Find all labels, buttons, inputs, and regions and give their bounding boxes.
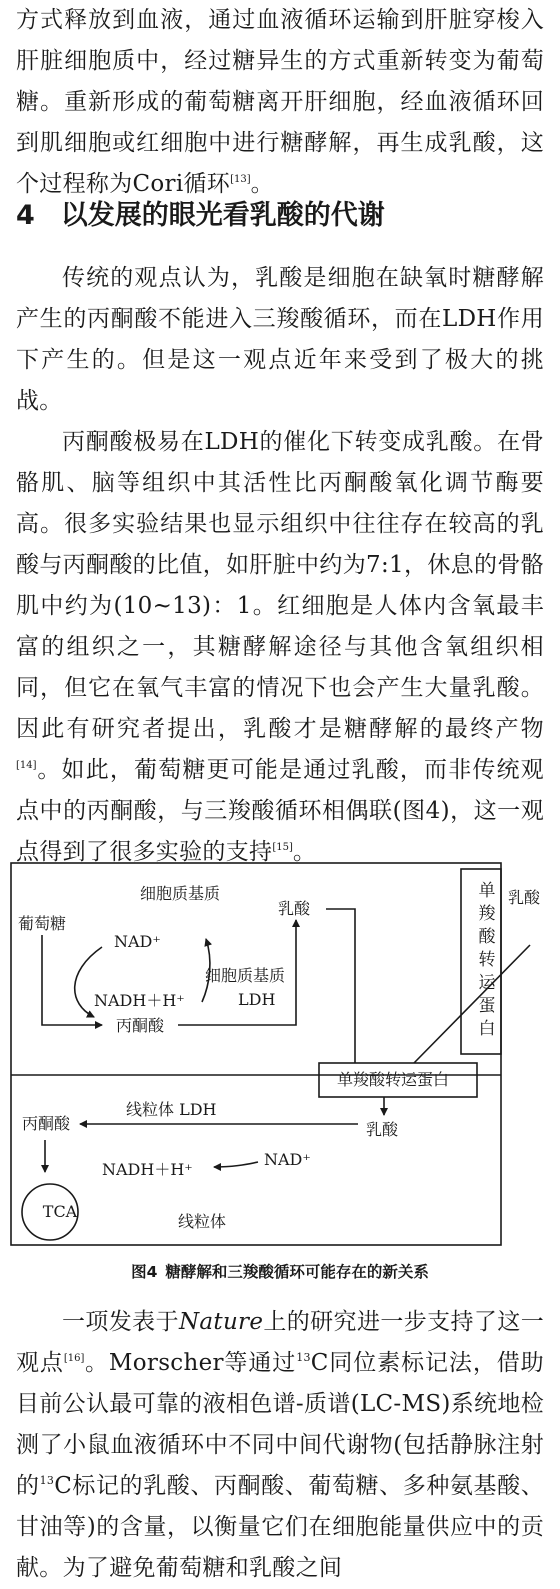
section-heading [16,196,544,236]
text-run: 方式释放到血液，通过血液循环运输到肝脏穿梭入肝脏细胞质中，经过糖异生的方式重新转变为葡萄糖。重新形成的葡萄糖离开肝细胞，经血液循环回到肌细胞或红细胞中进行糖酵解，再生成乳酸，这个过程称为Cori循环 [16,7,544,197]
cytoplasm-label: 细胞质基质 [140,884,221,903]
text-run: 一项发表于 [62,1309,179,1335]
lactate-outside-label: 乳酸 [508,888,541,907]
mito-ldh-label: 线粒体 LDH [126,1100,217,1119]
line-lactate-to-transporter [326,909,355,1063]
paragraph-lactate-ratio [16,422,544,873]
section-title: 以发展的眼光看乳酸的代谢 [60,200,385,231]
figure-4-diagram [10,862,550,1246]
isotope-mass: 13 [39,1474,55,1487]
arrow-glucose-to-pyruvate [42,935,102,1025]
text-run: 。如此，葡萄糖更可能是通过乳酸，而非传统观点中的丙酮酸，与三羧酸循环相偶联(图4)，这一观点得到了很多实验的支持 [16,757,544,865]
lactate-mito-label: 乳酸 [366,1120,399,1139]
tca-label: TCA [42,1202,78,1221]
text-run: 传统的观点认为，乳酸是细胞在缺氧时糖酵解产生的丙酮酸不能进入三羧酸循环，而在LDH作用下产生的。但是这一观点近年来受到了极大的挑战。 [16,265,544,414]
citation-ref: [13] [230,174,251,185]
journal-name: Nature [178,1309,264,1335]
figure-caption-text: 糖酵解和三羧酸循环可能存在的新关系 [165,1263,429,1281]
pyruvate-mito-label: 丙酮酸 [22,1114,71,1133]
section-number: 4 [16,200,35,231]
paragraph-nature-study [16,1302,544,1589]
lactate-cyto-label: 乳酸 [278,899,311,918]
transporter-box-label: 单羧酸转运蛋白 [337,1070,450,1089]
figure-frame [11,863,501,1245]
figure-caption [0,1261,560,1283]
text-run: 。 [250,171,274,197]
nadh-top-label: NADH＋H⁺ [94,991,185,1010]
text-run: 上的研究进一步支持了这一观点 [16,1309,544,1376]
text-run: 丙酮酸极易在LDH的催化下转变成乳酸。在骨骼肌、脑等组织中其活性比丙酮酸氧化调节酶要高。很多实验结果也显示组织中往往存在较高的乳酸与丙酮酸的比值，如肝脏中约为7:1，休息的骨骼肌中约为(10~13)：1。红细胞是人体内含氧最丰富的组织之一，其糖酵解途径与其他含氧组织相同，但它在氧气丰富的情况下也会产生大量乳酸。因此有研究者提出，乳酸才是糖酵解的最终产物 [16,429,544,742]
text-run: C标记的乳酸、丙酮酸、葡萄糖、多种氨基酸、甘油等)的含量，以衡量它们在细胞能量供应中的贡献。为了避免葡萄糖和乳酸之间 [16,1473,544,1581]
text-run: C同位素标记法，借助目前公认最可靠的液相色谱-质谱(LC-MS)系统地检测了小鼠血液循环中不同中间代谢物(包括静脉注射的 [16,1350,544,1499]
nadh-bottom-label: NADH＋H⁺ [102,1160,193,1179]
transporter-vertical-label: 单羧酸转运蛋白 [478,881,496,1039]
pyruvate-cyto-label: 丙酮酸 [116,1016,165,1035]
diagram-lines [10,862,550,1246]
citation-ref: [14] [16,760,37,771]
isotope-mass: 13 [296,1351,311,1364]
citation-ref: [16] [63,1353,85,1364]
cyto-ldh-label-2: LDH [238,990,276,1009]
text-run: 。 [292,839,317,865]
nad-bottom-label: NAD⁺ [264,1150,311,1169]
cyto-ldh-label: 细胞质基质 [205,966,286,985]
figure-number: 图4 [131,1263,158,1281]
nad-top-label: NAD⁺ [114,932,161,951]
glucose-label: 葡萄糖 [18,914,67,933]
arrow-nad-to-nadh [214,1162,258,1167]
text-run: 。Morscher等通过 [84,1350,297,1376]
paragraph-traditional-view [16,258,544,422]
paragraph-cori-cycle [16,0,544,205]
mito-label: 线粒体 [178,1212,227,1231]
citation-ref: [15] [272,842,293,853]
